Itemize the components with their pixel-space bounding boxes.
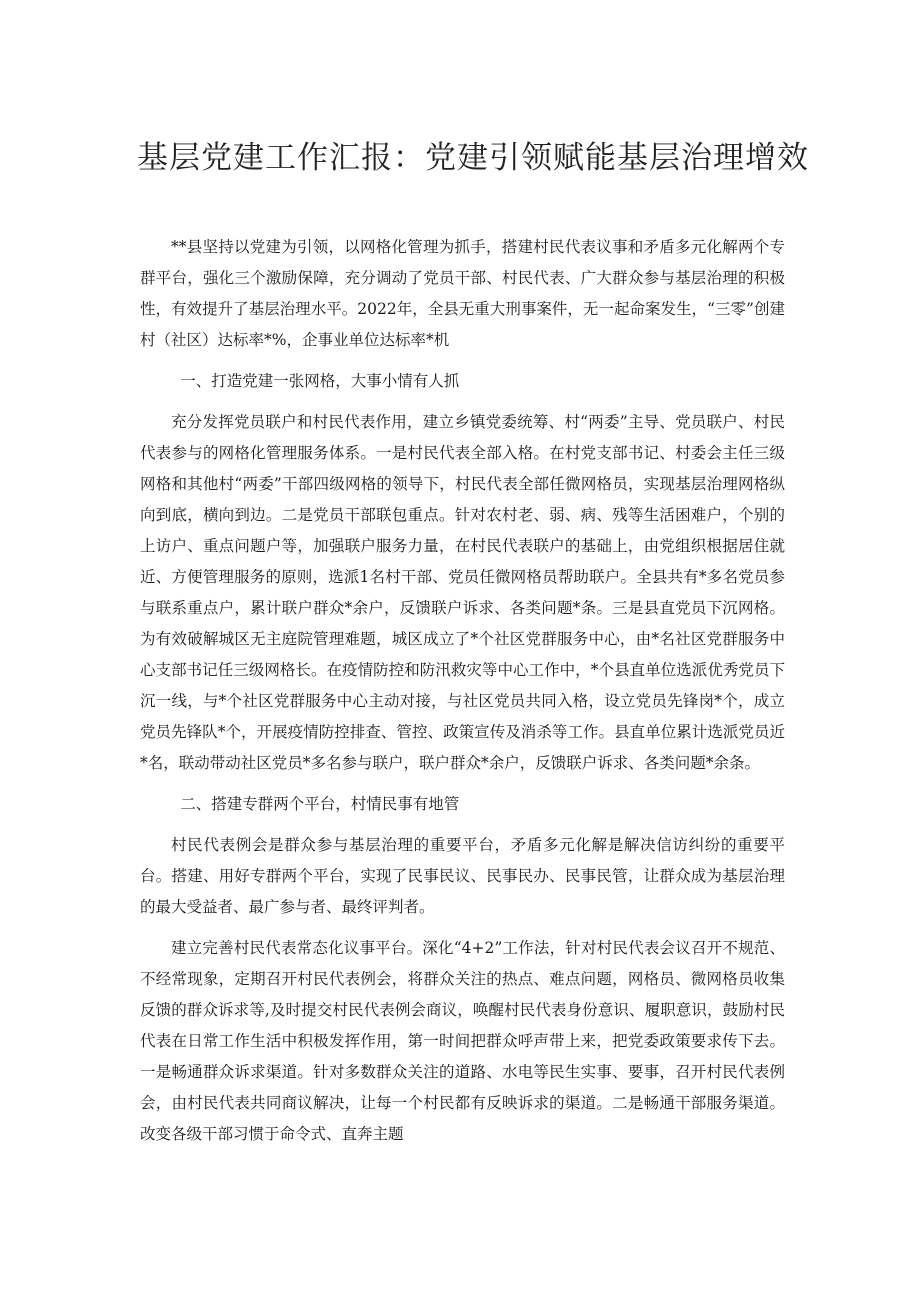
section-1-paragraph: 充分发挥党员联户和村民代表作用，建立乡镇党委统筹、村“两委”主导、党员联户、村民代表参与的网格化管理服务体系。一是村民代表全部入格。在村党支部书记、村委会主任三级网格和其他村“两委”干部四级网格的领导下，村民代表全部任微网格员，实现基层治理网格纵向到底，横向到边。二是党员干部联包重点。针对农村老、弱、病、残等生活困难户，个别的上访户、重点问题户等，加强联户服务力量，在村民代表联户的基础上，由党组织根据居住就近、方便管理服务的原则，选派1名村干部、党员任微网格员帮助联户。全县共有*多名党员参与联系重点户，累计联户群众*余户，反馈联户诉求、各类问题*条。三是县直党员下沉网格。为有效破解城区无主庭院管理难题，城区成立了*个社区党群服务中心，由*名社区党群服务中心支部书记任三级网格长。在疫情防控和防汛救灾等中心工作中，*个县直单位选派优秀党员下沉一线，与*个社区党群服务中心主动对接，与社区党员共同入格，设立党员先锋岗*个，成立党员先锋队*个，开展疫情防控排查、管控、政策宣传及消杀等工作。县直单位累计选派党员近*名，联动带动社区党员*多名参与联户，联户群众*余户，反馈联户诉求、各类问题*余条。 bbox=[140, 413, 785, 772]
intro-paragraph: **县坚持以党建为引领，以网格化管理为抓手，搭建村民代表议事和矛盾多元化解两个专群平台，强化三个激励保障，充分调动了党员干部、村民代表、广大群众参与基层治理的积极性，有效提升了基层治理水平。2022年，全县无重大刑事案件，无一起命案发生，“三零”创建村（社区）达标率*%，企事业单位达标率*机 bbox=[140, 238, 785, 349]
document-title: 基层党建工作汇报：党建引领赋能基层治理增效 bbox=[137, 140, 809, 176]
section-1-heading: 一、打造党建一张网格，大事小情有人抓 bbox=[180, 372, 460, 390]
section-2-paragraph-1: 村民代表例会是群众参与基层治理的重要平台，矛盾多元化解是解决信访纠纷的重要平台。搭建、用好专群两个平台，实现了民事民议、民事民办、民事民管，让群众成为基层治理的最大受益者、最广参与者、最终评判者。 bbox=[140, 836, 785, 916]
section-2-heading: 二、搭建专群两个平台，村情民事有地管 bbox=[180, 795, 460, 813]
section-2-paragraph-2: 建立完善村民代表常态化议事平台。深化“4+2”工作法，针对村民代表会议召开不规范、不经常现象，定期召开村民代表例会，将群众关注的热点、难点问题，网格员、微网格员收集反馈的群众诉求等,及时提交村民代表例会商议，唤醒村民代表身份意识、履职意识，鼓励村民代表在日常工作生活中积极发挥作用，第一时间把群众呼声带上来，把党委政策要求传下去。一是畅通群众诉求渠道。针对多数群众关注的道路、水电等民生实事、要事，召开村民代表例会，由村民代表共同商议解决，让每一个村民都有反映诉求的渠道。二是畅通干部服务渠道。改变各级干部习惯于命令式、直奔主题 bbox=[140, 939, 785, 1143]
document-body bbox=[140, 232, 785, 1150]
